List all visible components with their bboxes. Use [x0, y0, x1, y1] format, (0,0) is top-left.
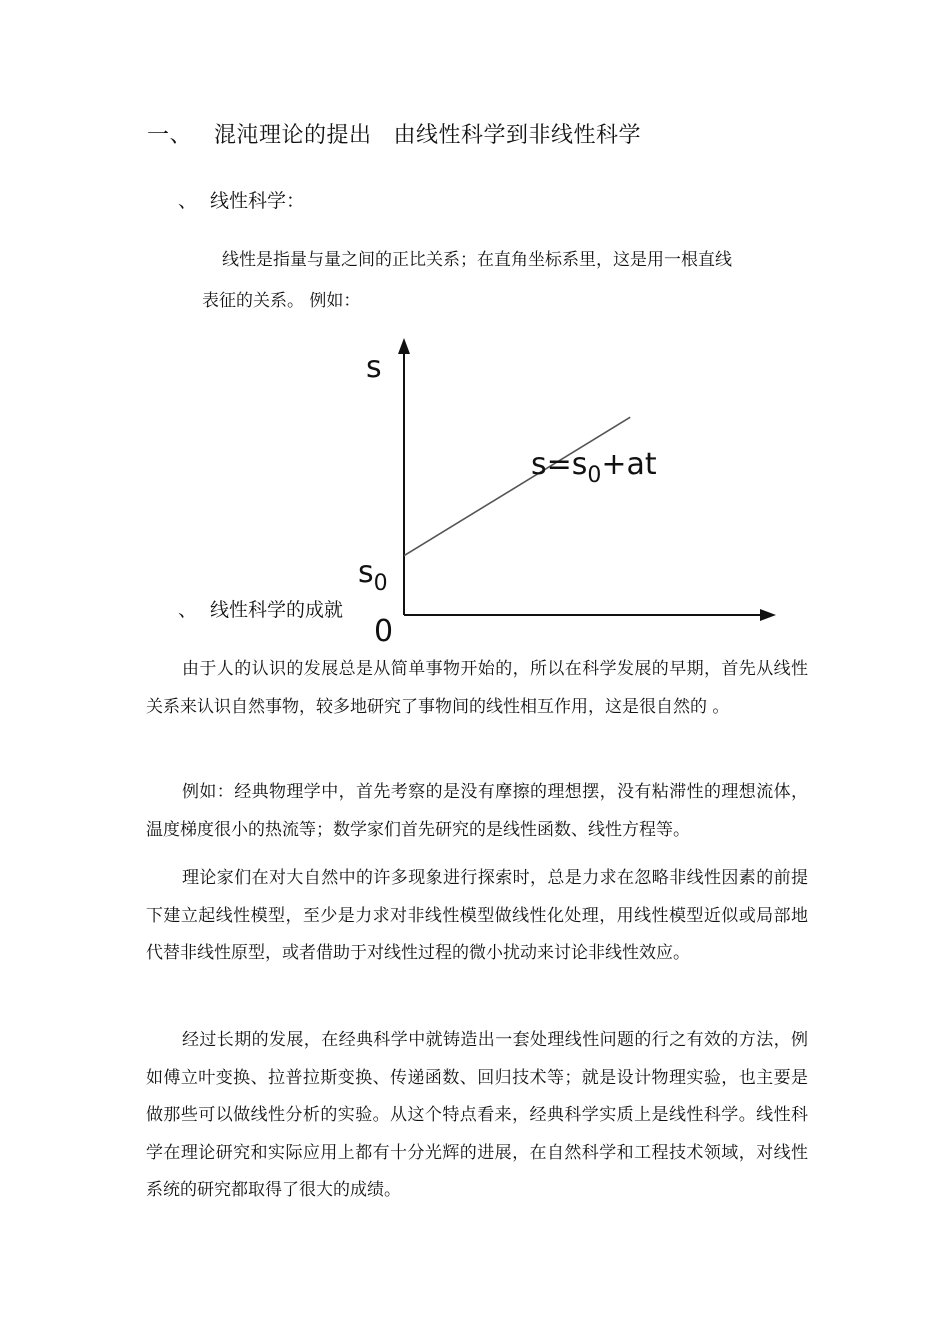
- linear-chart: [350, 330, 790, 650]
- section-mark: 、: [178, 599, 198, 621]
- heading-title-a: 混沌理论的提出: [214, 123, 372, 148]
- origin-label: 0: [374, 614, 394, 649]
- equation-label: $s=s_0+at$: [531, 447, 657, 488]
- y-axis-label: s: [366, 350, 382, 385]
- section-title: 线性科学：: [210, 190, 306, 212]
- intercept-label: $s_0$: [358, 555, 388, 596]
- heading-number: 一、: [147, 123, 193, 148]
- section-mark: 、: [178, 190, 198, 212]
- y-axis-arrow: [398, 338, 410, 354]
- x-axis-arrow: [760, 609, 776, 621]
- main-heading: [147, 118, 641, 149]
- intro-line-1: 线性是指量与量之间的正比关系；在直角坐标系里，这是用一根直线: [222, 250, 732, 270]
- intro-line-2: 表征的关系。 例如：: [202, 291, 361, 311]
- section-title: 线性科学的成就: [210, 599, 344, 621]
- section-heading-linear-achievements: [178, 595, 343, 622]
- paragraph-2: 例如：经典物理学中，首先考察的是没有摩擦的理想摆，没有粘滞性的理想流体，温度梯度很小的热流等；数学家们首先研究的是线性函数、线性方程等。: [146, 782, 808, 840]
- paragraph-4: 经过长期的发展，在经典科学中就铸造出一套处理线性问题的行之有效的方法，例如傅立叶变换、拉普拉斯变换、传递函数、回归技术等；就是设计物理实验，也主要是做那些可以做线性分析的实验。从这个特点看来，经典科学实质上是线性科学。线性科学在理论研究和实际应用上都有十分光辉的进展，在自然科学和工程技术领域，对线性系统的研究都取得了很大的成绩。: [146, 1030, 808, 1200]
- heading-title-b: 由线性科学到非线性科学: [393, 123, 642, 148]
- section-heading-linear-science: [178, 186, 305, 213]
- paragraph-1: 由于人的认识的发展总是从简单事物开始的，所以在科学发展的早期，首先从线性关系来认识自然事物，较多地研究了事物间的线性相互作用，这是很自然的 。: [146, 659, 808, 717]
- paragraph-3: 理论家们在对大自然中的许多现象进行探索时，总是力求在忽略非线性因素的前提下建立起线性模型，至少是力求对非线性模型做线性化处理，用线性模型近似或局部地代替非线性原型，或者借助于对线性过程的微小扰动来讨论非线性效应。: [146, 868, 808, 963]
